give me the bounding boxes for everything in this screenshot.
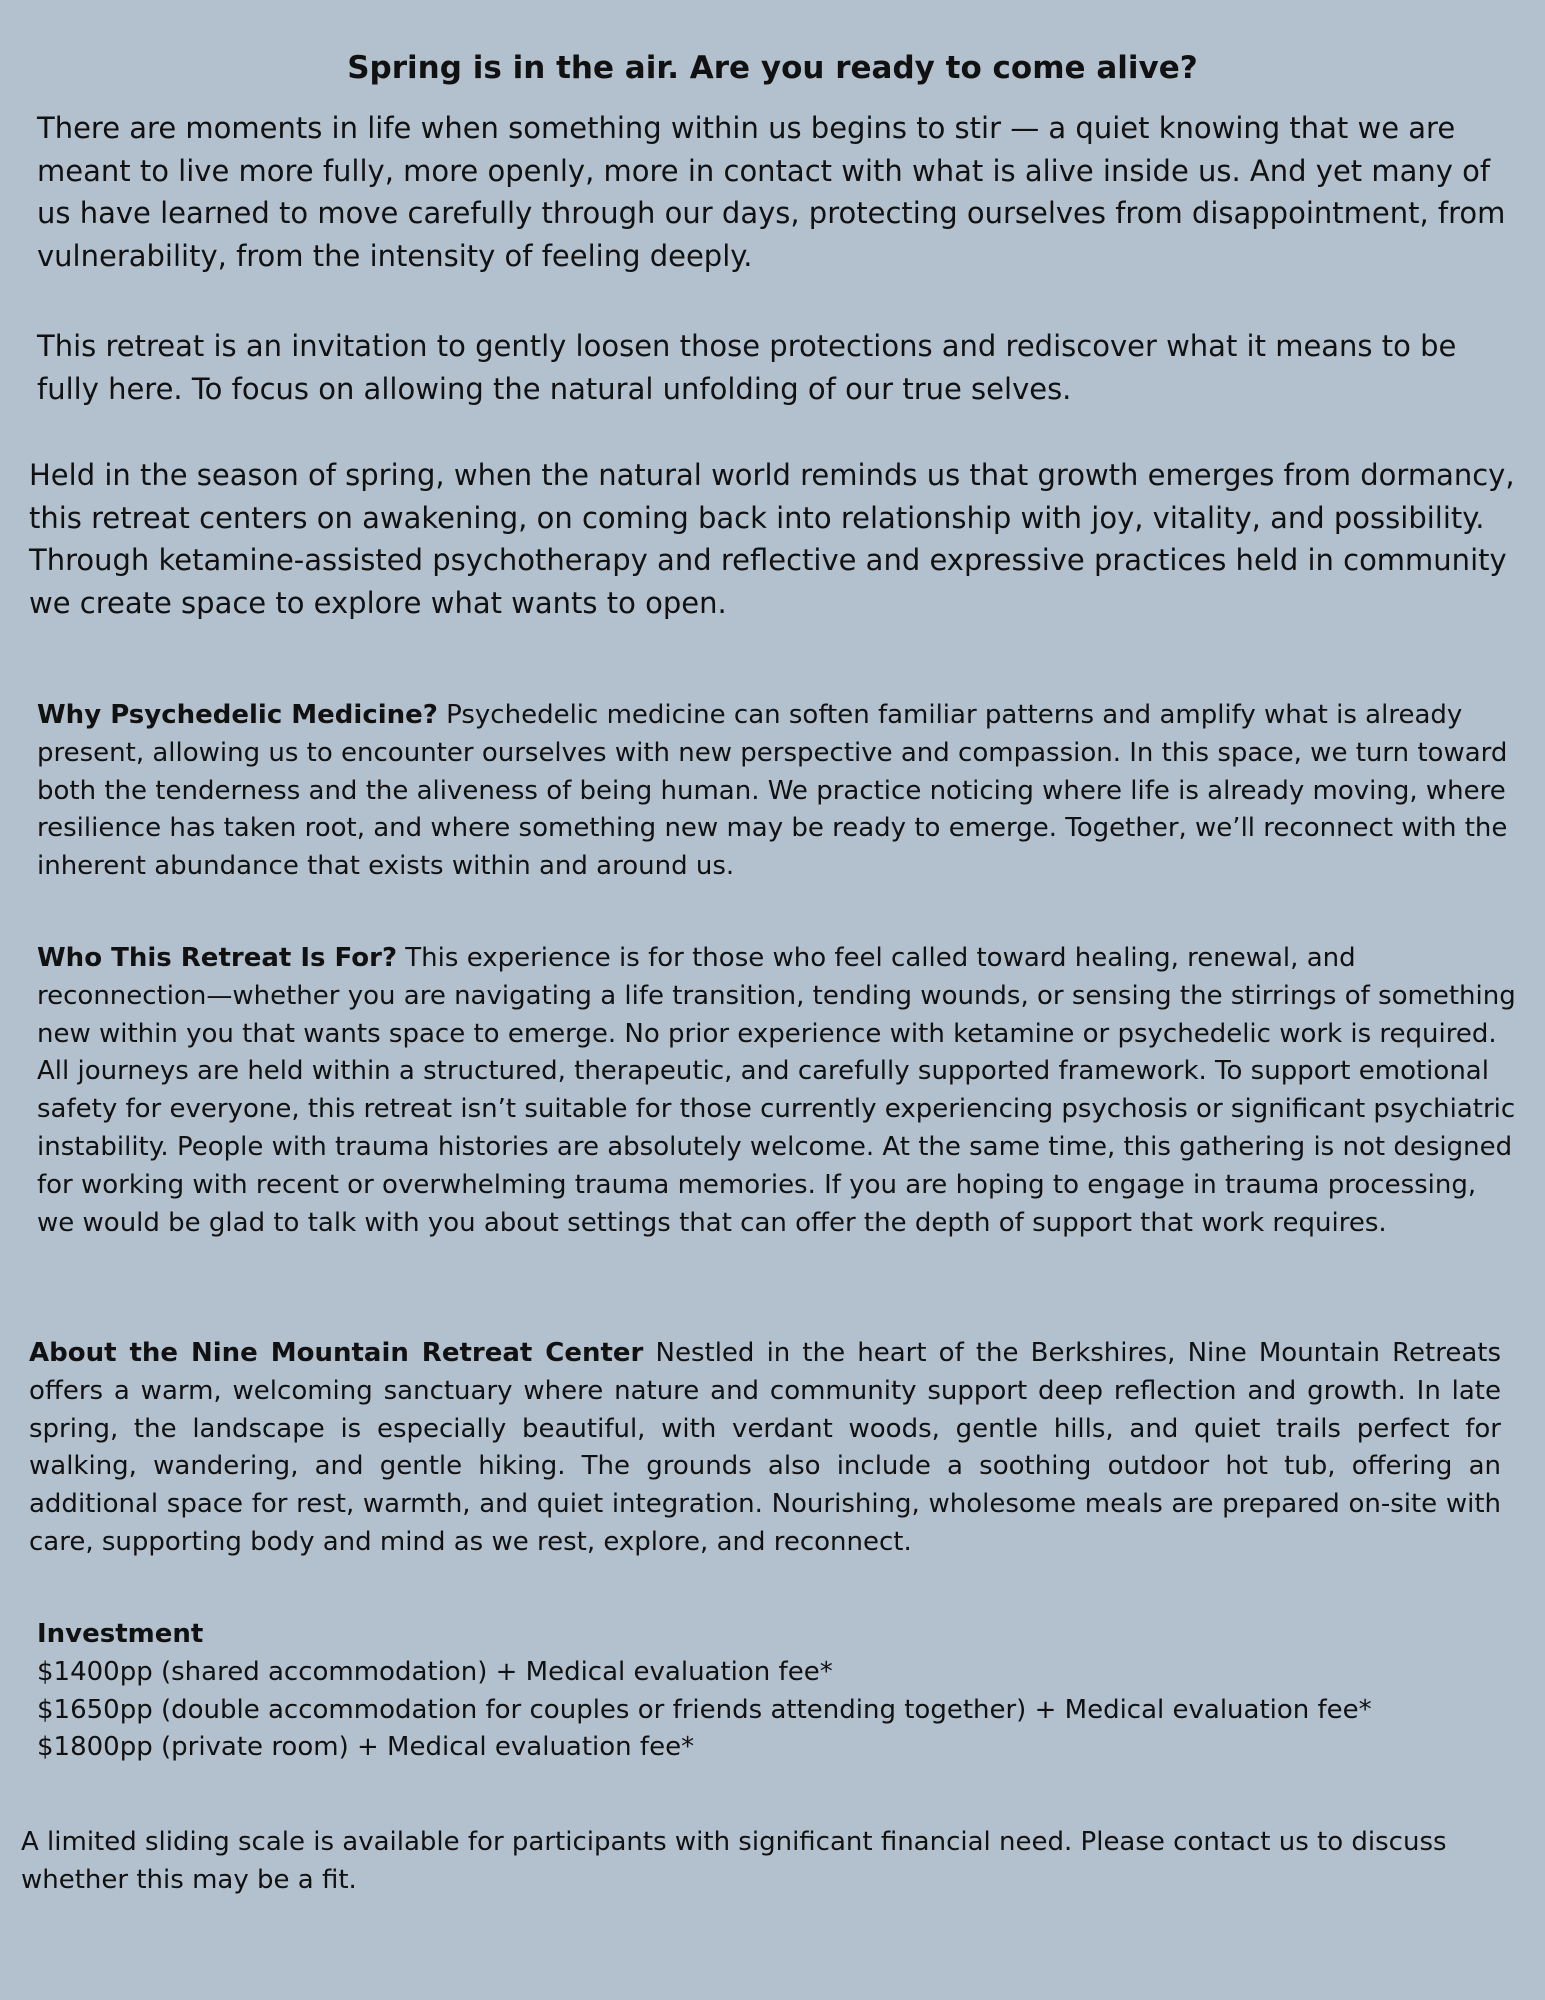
who-retreat-text: This experience is for those who feel called toward healing, renewal, and reconnection—whether you are navigating a life transition, tending wounds, or sensing the stirrings of something new within you that wants space to emerge. No prior experience with ketamine or psychedelic work is required. All journeys are held within a structured, therapeutic, and carefully supported framework. To support emotional safety for everyone, this retreat isn’t suitable for those currently experiencing psychosis or significant psychiatric instability. People with trauma histories are absolutely welcome. At the same time, this gathering is not designed for working with recent or overwhelming trauma memories. If you are hoping to engage in trauma processing, we would be glad to talk with you about settings that can offer the depth of support that work requires. — [37, 943, 1516, 1238]
about-center-text: Nestled in the heart of the Berkshires, Nine Mountain Retreats offers a warm, welcoming sanctuary where nature and community support deep reflection and growth. In late spring, the landscape is especially beautiful, with verdant woods, gentle hills, and quiet trails perfect for walking, wandering, and gentle hiking. The grounds also include a soothing outdoor hot tub, offering an additional space for rest, warmth, and quiet integration. Nourishing, wholesome meals are prepared on-site with care, supporting body and mind as we rest, explore, and reconnect. — [29, 1338, 1502, 1557]
investment-heading: Investment — [37, 1619, 204, 1649]
why-psychedelic-text: Psychedelic medicine can soften familiar patterns and amplify what is already present, allowing us to encounter ourselves with new perspective and compassion. In this space, we turn toward both the tenderness and the aliveness of being human. We practice noticing where life is already moving, where resilience has taken root, and where something new may be ready to emerge. Together, we’ll reconnect with the inherent abundance that exists within and around us. — [37, 700, 1508, 882]
who-retreat-heading: Who This Retreat Is For? — [37, 943, 398, 973]
why-psychedelic-section — [37, 697, 1517, 886]
investment-option-shared: $1400pp (shared accommodation) + Medical evaluation fee* — [37, 1656, 833, 1687]
intro-paragraph-1: There are moments in life when something within us begins to stir — a quiet knowing that we are meant to live more fully, more openly, more in contact with what is alive inside us. And yet many of us have learned to move carefully through our days, protecting ourselves from disappointment, from vulnerability, from the intensity of feeling deeply. — [37, 111, 1506, 273]
intro-paragraph-3: Held in the season of spring, when the natural world reminds us that growth emerges from dormancy, this retreat centers on awakening, on coming back into relationship with joy, vitality, and possibility. Through ketamine-assisted psychotherapy and reflective and expressive practices held in community we create space to explore what wants to open. — [29, 458, 1515, 620]
sliding-scale-note: A limited sliding scale is available for participants with significant financial need. Please contact us to discuss whether this may be a fit. — [21, 1827, 1447, 1895]
intro-paragraph-2: This retreat is an invitation to gently loosen those protections and rediscover what it means to be fully here. To focus on allowing the natural unfolding of our true selves. — [37, 329, 1457, 406]
investment-section — [37, 1616, 1517, 1767]
about-center-heading: About the Nine Mountain Retreat Center — [29, 1338, 644, 1368]
page-title: Spring is in the air. Are you ready to come alive? — [347, 50, 1198, 86]
investment-option-private: $1800pp (private room) + Medical evaluation fee* — [37, 1732, 695, 1763]
who-retreat-section — [37, 940, 1517, 1242]
investment-option-double: $1650pp (double accommodation for couples or friends attending together) + Medical evaluation fee* — [37, 1694, 1372, 1725]
why-psychedelic-heading: Why Psychedelic Medicine? — [37, 700, 438, 730]
about-center-section — [29, 1335, 1501, 1562]
